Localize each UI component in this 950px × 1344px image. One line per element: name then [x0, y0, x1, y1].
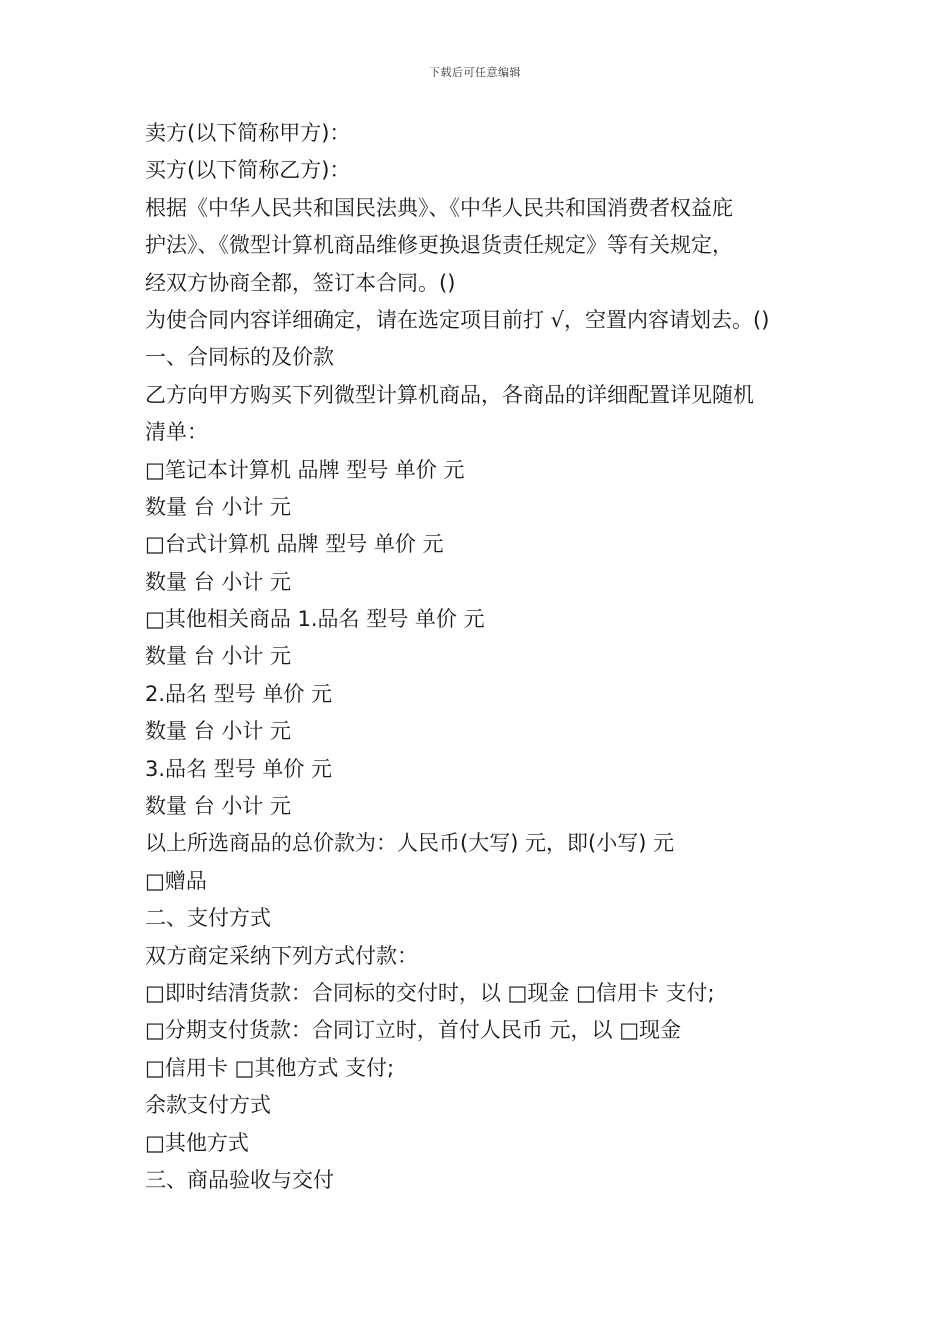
section-heading-1: 一、合同标的及价款	[145, 345, 334, 370]
installment-payment: □分期支付货款：合同订立时，首付人民币 元，以 □现金	[145, 1018, 682, 1043]
page-header-note: 下载后可任意编辑	[429, 66, 521, 79]
instruction-line: 为使合同内容详细确定，请在选定项目前打 √，空置内容请划去。()	[145, 307, 770, 332]
purchase-intro-line-2: 清单：	[145, 420, 208, 445]
other-item-1-quantity: 数量 台 小计 元	[145, 644, 292, 669]
section-heading-2: 二、支付方式	[145, 906, 271, 931]
total-price-line: 以上所选商品的总价款为：人民币(大写) 元，即(小写) 元	[145, 831, 675, 856]
installment-payment-cont: □信用卡 □其他方式 支付;	[145, 1055, 395, 1080]
buyer-line: 买方(以下简称乙方)：	[145, 158, 351, 183]
other-item-1: □其他相关商品 1.品名 型号 单价 元	[145, 607, 485, 632]
other-item-3: 3.品名 型号 单价 元	[145, 756, 333, 781]
legal-basis-line-1: 根据《中华人民共和国民法典》、《中华人民共和国消费者权益庇	[145, 195, 733, 220]
other-item-2: 2.品名 型号 单价 元	[145, 681, 333, 706]
other-payment: □其他方式	[145, 1130, 249, 1155]
payment-intro: 双方商定采纳下列方式付款：	[145, 943, 418, 968]
section-heading-3: 三、商品验收与交付	[145, 1167, 334, 1192]
desktop-quantity: 数量 台 小计 元	[145, 569, 292, 594]
purchase-intro-line-1: 乙方向甲方购买下列微型计算机商品，各商品的详细配置详见随机	[145, 382, 754, 407]
legal-basis-line-2: 护法》、《微型计算机商品维修更换退货责任规定》等有关规定，	[145, 233, 733, 258]
other-item-3-quantity: 数量 台 小计 元	[145, 794, 292, 819]
other-item-2-quantity: 数量 台 小计 元	[145, 719, 292, 744]
gift-line: □赠品	[145, 868, 207, 893]
balance-payment: 余款支付方式	[145, 1093, 271, 1118]
legal-basis-line-3: 经双方协商全都，签订本合同。()	[145, 270, 456, 295]
seller-line: 卖方(以下简称甲方)：	[145, 121, 351, 145]
laptop-item: □笔记本计算机 品牌 型号 单价 元	[145, 457, 465, 482]
immediate-payment: □即时结清货款：合同标的交付时，以 □现金 □信用卡 支付;	[145, 980, 715, 1005]
desktop-item: □台式计算机 品牌 型号 单价 元	[145, 532, 444, 557]
laptop-quantity: 数量 台 小计 元	[145, 494, 292, 519]
contract-body	[145, 115, 815, 1199]
